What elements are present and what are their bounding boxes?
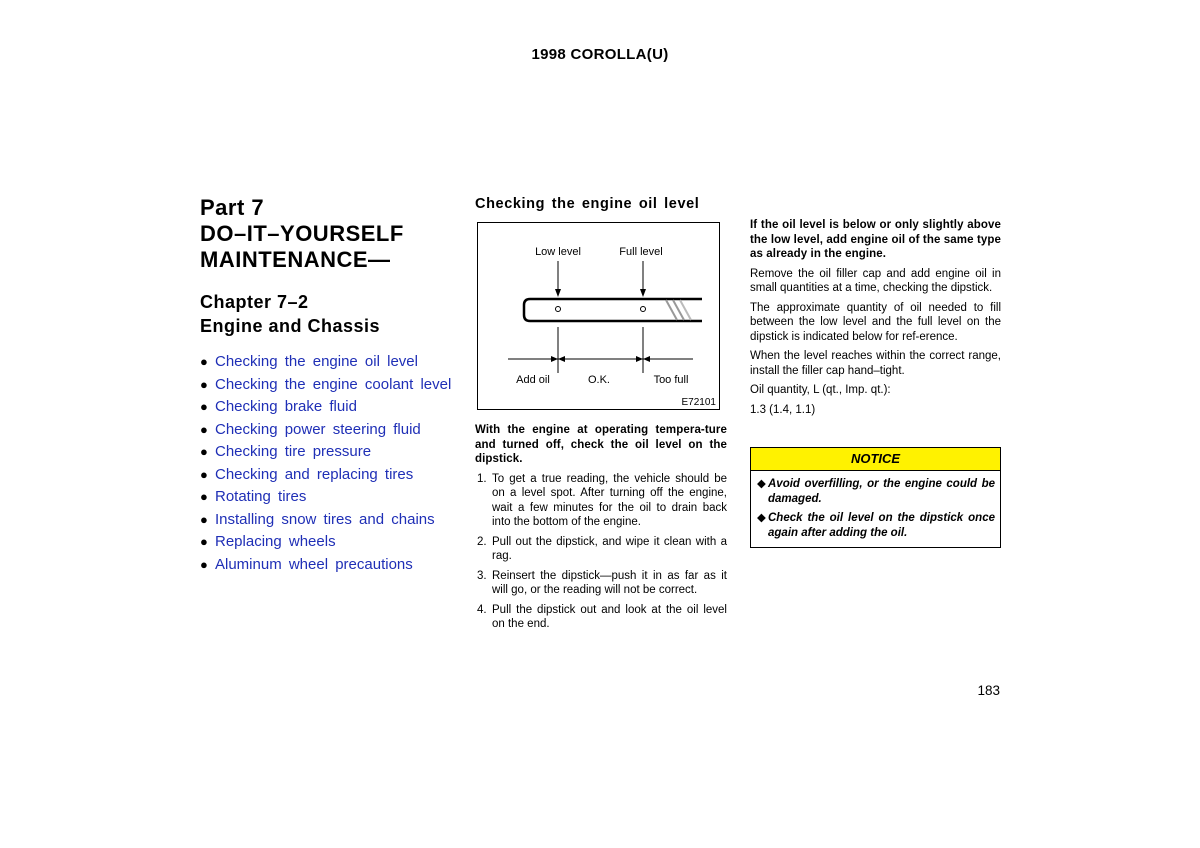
- procedure-step: [475, 472, 727, 530]
- step-text: To get a true reading, the vehicle should be on a level spot. After turning off the engine, wait a few minutes for the oil to drain back into the bottom of the engine.: [492, 472, 727, 528]
- procedure-step: [475, 569, 727, 598]
- step-number: 3.: [477, 569, 487, 582]
- filler-cap-instruction: When the level reaches within the correct range, install the filler cap hand–tight.: [750, 350, 1001, 377]
- chapter-title-line-1: Chapter 7–2: [200, 292, 309, 312]
- toc-link-engine-coolant[interactable]: Checking the engine coolant level: [215, 375, 452, 393]
- chapter-contents-list: [200, 353, 455, 574]
- oil-level-instructions: [750, 218, 1001, 422]
- dipstick-icon: [524, 299, 702, 321]
- toc-item[interactable]: [200, 353, 455, 371]
- notice-item-text: Avoid overfilling, or the engine could be damaged.: [768, 478, 995, 505]
- figure-code: E72101: [681, 397, 716, 408]
- oil-quantity-explanation: The approximate quantity of oil needed to fill between the low level and the full level on the dipstick is indicated below for ref-erence.: [750, 301, 1001, 343]
- toc-item[interactable]: [200, 421, 455, 439]
- notice-item: [757, 477, 995, 506]
- section-title: Checking the engine oil level: [475, 196, 700, 212]
- document-header-title: 1998 COROLLA(U): [531, 46, 669, 63]
- toc-link-replacing-wheels[interactable]: Replacing wheels: [215, 533, 336, 550]
- bullet-icon: ●: [200, 466, 208, 482]
- procedure-steps: [475, 472, 727, 632]
- step-text: Pull the dipstick out and look at the oil level on the end.: [492, 603, 727, 630]
- toc-link-tire-pressure[interactable]: Checking tire pressure: [215, 443, 372, 460]
- toc-item[interactable]: [200, 398, 455, 416]
- step-text: Reinsert the dipstick—push it in as far as it will go, or the reading will not be correct.: [492, 569, 727, 596]
- step-text: Pull out the dipstick, and wipe it clean with a rag.: [492, 535, 727, 562]
- toc-item[interactable]: [200, 443, 455, 461]
- range-markers: [508, 327, 693, 373]
- dipstick-figure: [477, 222, 720, 410]
- chapter-title: [200, 290, 455, 338]
- toc-link-aluminum-wheel[interactable]: Aluminum wheel precautions: [215, 555, 413, 573]
- toc-item[interactable]: [200, 466, 455, 484]
- chapter-title-line-2: Engine and Chassis: [200, 316, 381, 336]
- label-too-full: Too full: [653, 374, 689, 386]
- part-title-line-2: DO–IT–YOURSELF: [200, 221, 404, 246]
- procedure-step: [475, 603, 727, 632]
- add-oil-instruction: Remove the oil filler cap and add engine oil in small quantities at a time, checking the dipstick.: [750, 267, 1001, 294]
- part-title-line-1: Part 7: [200, 195, 265, 220]
- label-full-level: Full level: [619, 246, 663, 258]
- notice-body: [751, 471, 1000, 540]
- bullet-icon: ●: [200, 534, 208, 549]
- bullet-icon: ●: [200, 354, 208, 369]
- bullet-icon: ●: [200, 511, 208, 527]
- bullet-icon: ●: [200, 399, 208, 414]
- low-level-warning: If the oil level is below or only slightly above the low level, add engine oil of the same type as already in the engine.: [750, 219, 1001, 260]
- dipstick-illustration: [478, 223, 719, 409]
- step-number: 4.: [477, 603, 487, 616]
- bullet-icon: ●: [200, 376, 208, 392]
- notice-item: [757, 511, 995, 540]
- toc-item[interactable]: [200, 511, 455, 529]
- toc-link-replacing-tires[interactable]: Checking and replacing tires: [215, 465, 414, 483]
- diamond-icon: ◆: [757, 512, 766, 524]
- part-title-line-3: MAINTENANCE—: [200, 247, 391, 272]
- step-number: 2.: [477, 535, 487, 548]
- part-intro-column: [200, 195, 455, 578]
- toc-link-rotating-tires[interactable]: Rotating tires: [215, 488, 307, 505]
- bullet-icon: ●: [200, 444, 208, 459]
- procedure-lead: With the engine at operating tempera-ture and turned off, check the oil level on the dipstick.: [475, 424, 727, 465]
- procedure-text: [475, 423, 727, 637]
- toc-link-engine-oil[interactable]: Checking the engine oil level: [215, 353, 418, 370]
- notice-item-text: Check the oil level on the dipstick once again after adding the oil.: [768, 512, 995, 539]
- toc-link-snow-tires[interactable]: Installing snow tires and chains: [215, 510, 435, 528]
- notice-box: [750, 447, 1001, 548]
- toc-item[interactable]: [200, 376, 455, 394]
- label-ok: O.K.: [587, 374, 611, 386]
- diamond-icon: ◆: [757, 478, 766, 490]
- toc-item[interactable]: [200, 556, 455, 574]
- label-add-oil: Add oil: [516, 374, 550, 386]
- toc-link-brake-fluid[interactable]: Checking brake fluid: [215, 398, 357, 415]
- notice-title: NOTICE: [751, 448, 1000, 471]
- toc-link-power-steering[interactable]: Checking power steering fluid: [215, 420, 421, 438]
- bullet-icon: ●: [200, 421, 208, 437]
- pointer-arrows: [555, 261, 646, 297]
- procedure-step: [475, 535, 727, 564]
- oil-quantity-label: Oil quantity, L (qt., Imp. qt.):: [750, 384, 891, 396]
- part-title: [200, 195, 455, 273]
- oil-quantity-value: 1.3 (1.4, 1.1): [750, 403, 816, 416]
- section-heading-block: [475, 196, 727, 212]
- step-number: 1.: [477, 472, 487, 485]
- bullet-icon: ●: [200, 556, 208, 572]
- toc-item[interactable]: [200, 533, 455, 551]
- page-number: 183: [977, 683, 1000, 698]
- toc-item[interactable]: [200, 488, 455, 506]
- label-low-level: Low level: [535, 246, 581, 258]
- bullet-icon: ●: [200, 489, 208, 504]
